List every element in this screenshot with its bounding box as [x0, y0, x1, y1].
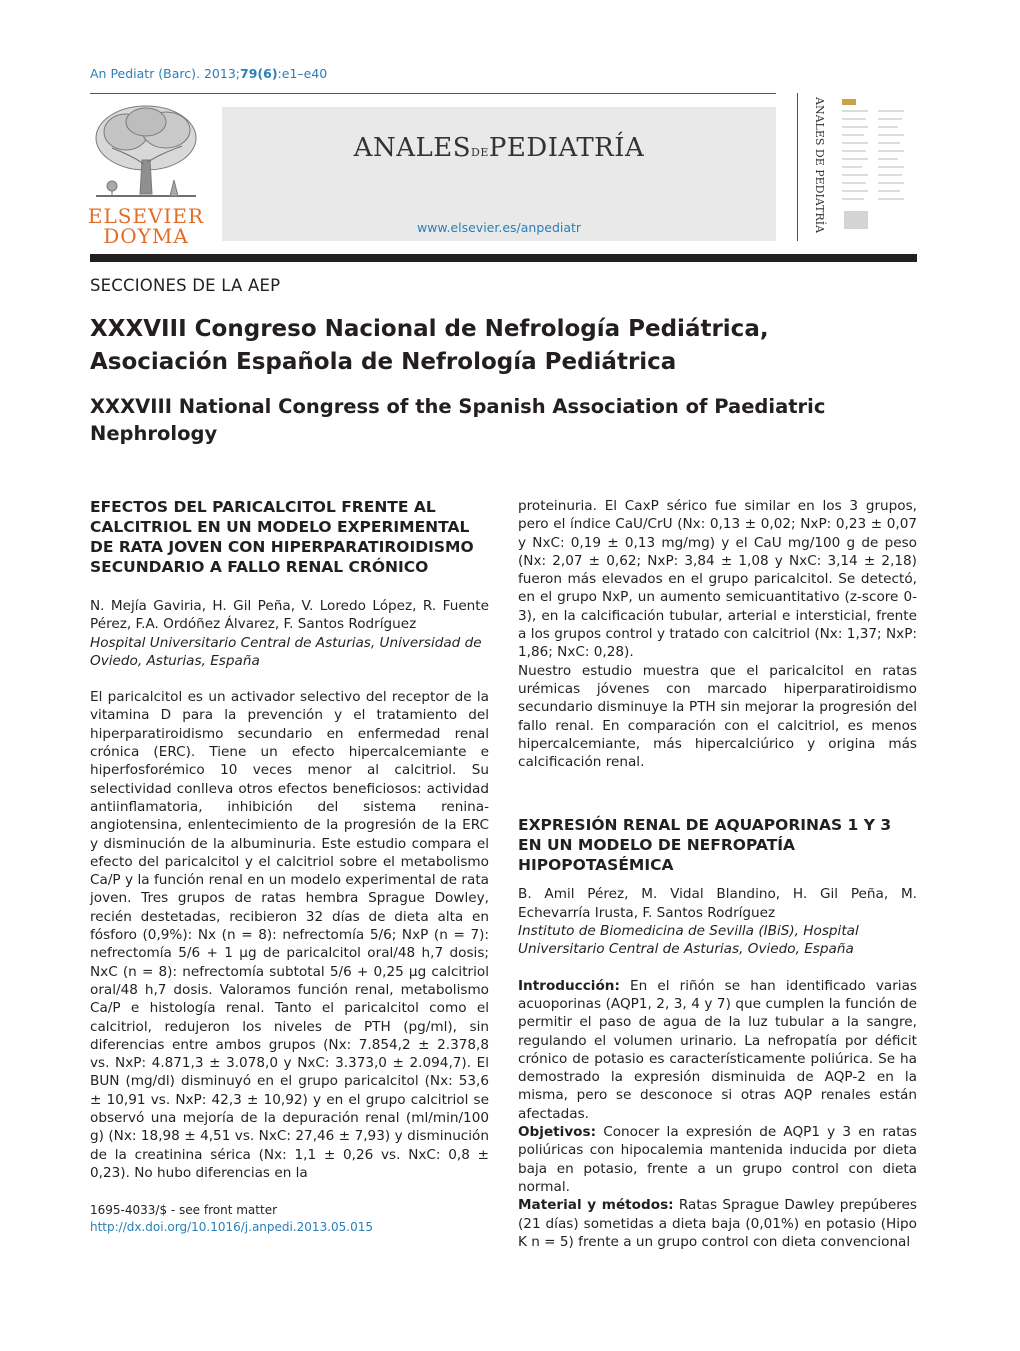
abstract1-title: EFECTOS DEL PARICALCITOL FRENTE AL CALCITRIOL EN UN MODELO EXPERIMENTAL DE RATA JOVEN CON HIPERPARATIROIDISMO SECUNDARIO A FALLO RENAL CRÓNICO [90, 498, 474, 576]
objectives-label: Objetivos: [518, 1124, 597, 1141]
citation-journal: An Pediatr (Barc). 2013; [90, 66, 241, 81]
methods-text: Ratas Sprague Dawley prepúberes (21 días) sometidas a dieta baja (0,01%) en potasio (Hipo K n = 5) frente a un grupo control con dieta convencional [518, 1197, 917, 1250]
article-title-spanish: XXXVIII Congreso Nacional de Nefrología Pediátrica, Asociación Española de Nefrología Pediátrica [90, 316, 769, 375]
abstract1-authors: N. Mejía Gaviria, H. Gil Peña, V. Loredo López, R. Fuente Pérez, F.A. Ordóñez Álvarez, F. Santos Rodríguez [90, 598, 489, 633]
elsevier-logo [82, 100, 210, 246]
journal-banner [222, 107, 776, 241]
citation-line[interactable] [90, 66, 327, 81]
abstract1-affiliation: Hospital Universitario Central de Asturias, Universidad de Oviedo, Asturias, España [90, 634, 482, 669]
abstract2-methods [518, 1196, 917, 1251]
cover-spine-text: ANALES DE PEDIATRÍA [813, 97, 826, 234]
left-column [90, 497, 489, 1182]
footer [90, 1202, 373, 1236]
journal-title [222, 133, 776, 163]
journal-title-part1: ANALES [353, 133, 472, 163]
abstract1-body: El paricalcitol es un activador selectivo del receptor de la vitamina D para la prevención y el tratamiento del hiperparatiroidismo secundario en enfermedad renal crónica (ERC). Tiene un efecto hipercalcemiante e hiperfosforémico 10 veces menor al calcitriol. Su selectividad conlleva otros efectos beneficiosos: actividad antiinflamatoria, inhibición del sistema renina-angiotensina, enlentecimiento de la progresión de la ERC y disminución de la albuminuria. Este estudio compara el efecto del paricalcitol y el calcitriol sobre el metabolismo Ca/P y la función renal en un modelo experimental de rata joven. Tres grupos de ratas hembra Sprague Dowley, recién destetadas, recibieron 32 días de dieta alta en fósforo (0,9%): Nx (n = 8): nefrectomía 5/6; NxP (n = 7): nefrectomía 5/6 + 1 μg de paricalcitol oral/48 h,7 dosis; NxC (n = 8): nefrectomía subtotal 5/6 + 0,25 μg calcitriol oral/48 h,7 dosis. Valoramos función renal, metabolismo Ca/P e histología renal. Tanto el paricalcitol como el calcitriol, redujeron los niveles de PTH (pg/ml), sin diferencias entre ambos grupos (Nx: 7.854,2 ± 2.378,8 vs. NxP: 4.871,3 ± 3.078,0 y NxC: 3.373,0 ± 2.094,7). El BUN (mg/dl) disminuyó en el grupo paricalcitol (Nx: 53,6 ± 10,91 vs. NxP: 42,3 ± 10,92) y en el grupo calcitriol se observó una mejoría de la depuración renal (ml/min/100 g) (Nx: 18,98 ± 4,51 vs. NxC: 27,46 ± 7,93) y disminución de la creatinina sérica (Nx: 1,1 ± 0,26 vs. NxC: 0,8 ± 0,23). No hubo diferencias en la [90, 689, 489, 1181]
journal-cover-thumbnail [797, 93, 908, 241]
header-thick-rule [90, 254, 917, 262]
cover-page-icon [838, 95, 908, 239]
journal-title-de: DE [471, 146, 489, 159]
abstract2-affiliation: Instituto de Biomedicina de Sevilla (IBiS), Hospital Universitario Central de Asturias, Oviedo, España [518, 923, 859, 958]
issn-line: 1695-4033/$ - see front matter [90, 1203, 278, 1217]
cover-spine [804, 95, 828, 239]
abstract2-authors: B. Amil Pérez, M. Vidal Blandino, H. Gil Peña, M. Echevarría Irusta, F. Santos Rodríguez [518, 886, 917, 921]
header-rule [90, 93, 776, 94]
section-label: SECCIONES DE LA AEP [90, 276, 281, 295]
tree-icon [82, 100, 210, 204]
introduction-label: Introducción: [518, 977, 620, 994]
abstract2-introduction [518, 977, 917, 1123]
article-title-english: XXXVIII National Congress of the Spanish Association of Paediatric Nephrology [90, 395, 826, 445]
publisher-name-line2: DOYMA [103, 224, 189, 248]
doi-link[interactable]: http://dx.doi.org/10.1016/j.anpedi.2013.05.015 [90, 1220, 374, 1234]
objectives-text: Conocer la expresión de AQP1 y 3 en ratas poliúricas con hipocalemia mantenida inducida por dieta baja en potasio, frente a un grupo control con dieta normal. [518, 1124, 917, 1195]
abstract2-objectives [518, 1123, 917, 1196]
introduction-text: En el riñón se han identificado varias acuoporinas (AQP1, 2, 3, 4 y 7) que cumplen la función de permitir el paso de agua de la luz tubular a la sangre, regulando el volumen urinario. La nefropatía por déficit crónico de potasio es característicamente poliúrica. Se ha demostrado la expresión disminuida de AQP-2 en la misma, pero se desconoce si otras AQP renales están afectadas. [518, 977, 917, 1122]
publisher-name-line1: ELSEVIER [87, 204, 205, 228]
abstract2-title: EXPRESIÓN RENAL DE AQUAPORINAS 1 Y 3 EN UN MODELO DE NEFROPATÍA HIPOPOTASÉMICA [518, 816, 892, 875]
citation-pages: :e1–e40 [277, 66, 328, 81]
abstract1-conclusion: Nuestro estudio muestra que el paricalcitol en ratas urémicas jóvenes con marcado hiperparatiroidismo secundario disminuye la PTH sin mejorar la progresión del fallo renal. En comparación con el calcitriol, es menos hipercalcemiante, más hipercalciúrico y origina más calcificación renal. [518, 662, 917, 771]
citation-volume: 79(6) [240, 66, 278, 81]
right-column [518, 497, 917, 1251]
journal-url-link[interactable]: www.elsevier.es/anpediatr [416, 220, 582, 235]
journal-title-part2: PEDIATRÍA [488, 133, 645, 163]
methods-label: Material y métodos: [518, 1197, 674, 1214]
abstract1-body-continued: proteinuria. El CaxP sérico fue similar en los 3 grupos, pero el índice CaU/CrU (Nx: 0,13 ± 0,02; NxP: 0,23 ± 0,07 y NxC: 0,19 ± 0,13 mg/mg) y el CaU mg/100 g de peso (Nx: 2,07 ± 0,62; NxP: 3,84 ± 1,08 y NxC: 3,14 ± 2,18) fueron más elevados en el grupo paricalcitol. Se detectó, en el grupo NxP, un aumento semicuantitativo (z-score 0-3), en la calcificación tubular, arterial e intersticial, frente a los grupos control y tratado con calcitriol (Nx: 1,37; NxP: 1,86; NxC: 0,28). [518, 498, 917, 661]
